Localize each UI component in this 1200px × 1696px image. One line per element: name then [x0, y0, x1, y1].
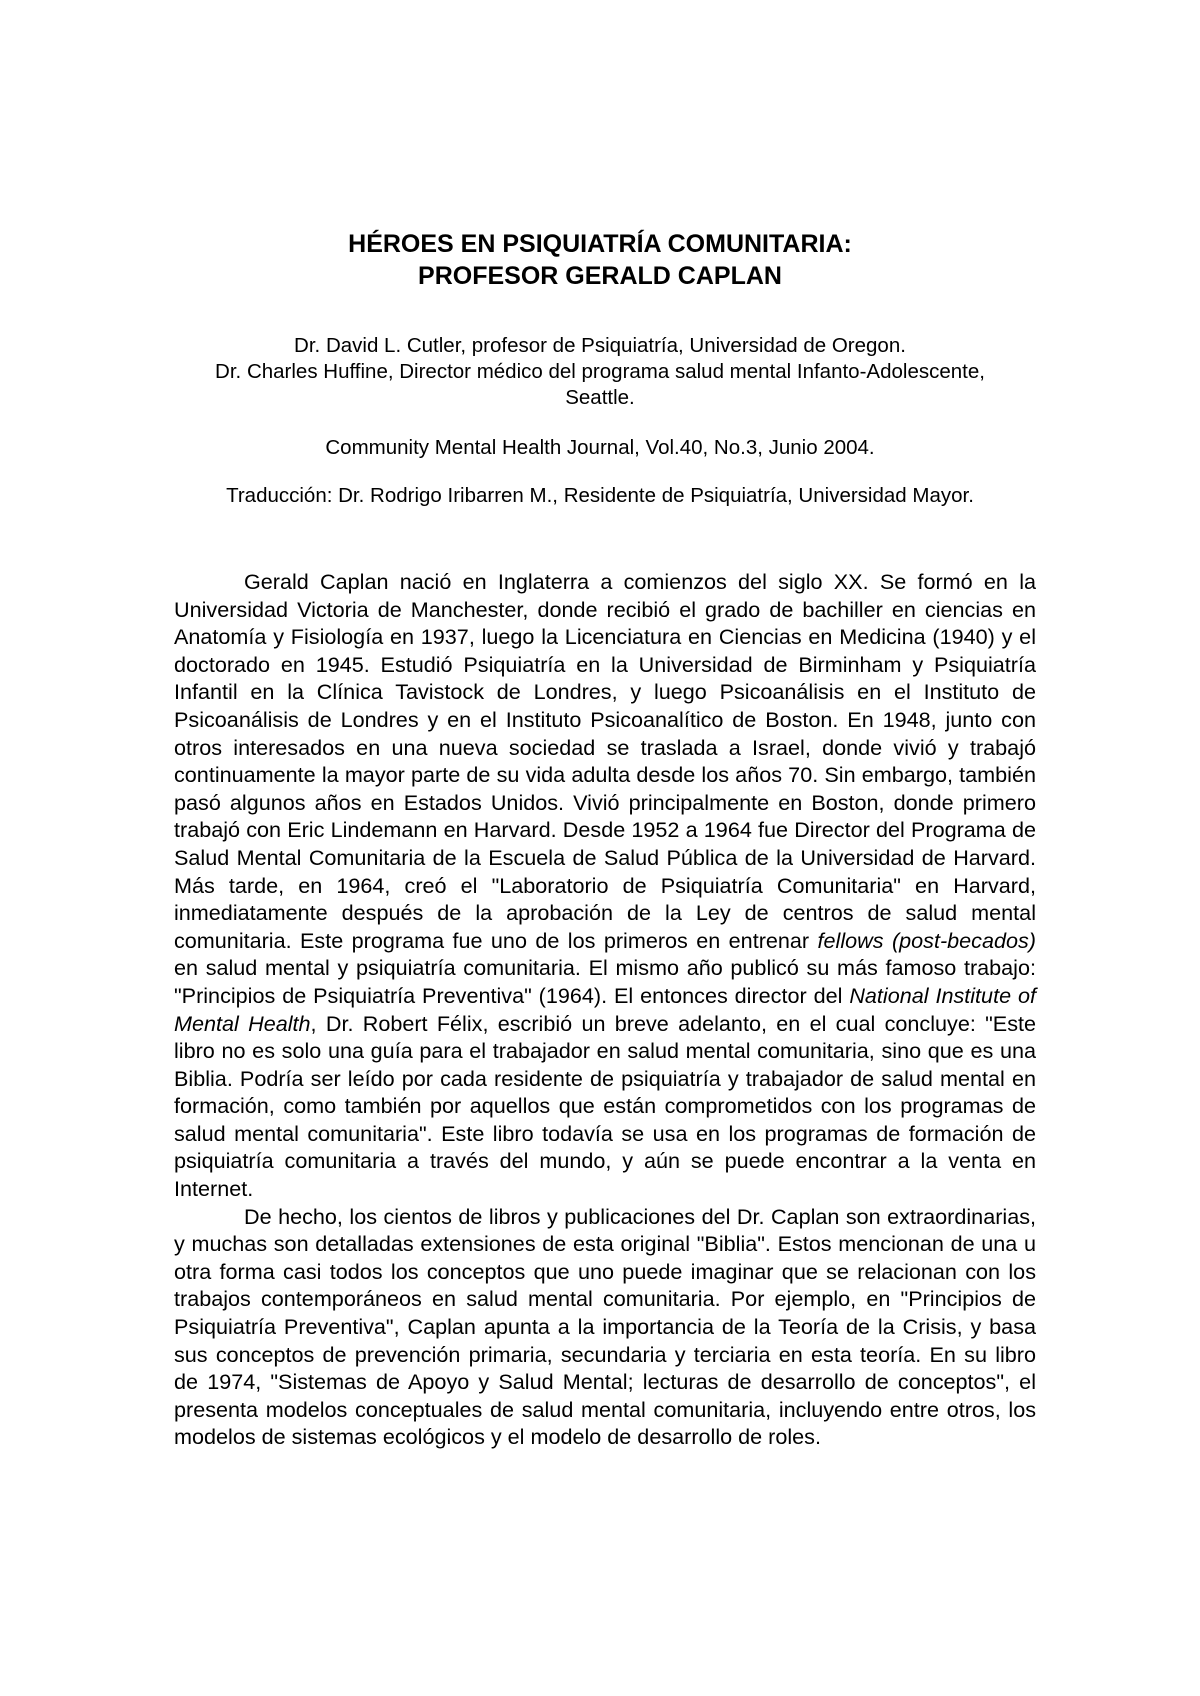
- paragraph-1-text-c: , Dr. Robert Félix, escribió un breve adelanto, en el cual concluye: "Este libro no es solo una guía para el trabajador en salud mental comunitaria, sino que es una Biblia. Podría ser leído por cada residente de psiquiatría y trabajador de salud mental en formación, como también por aquellos que están comprometidos con los programas de salud mental comunitaria". Este libro todavía se usa en los programas de formación de psiquiatría comunitaria a través del mundo, y aún se puede encontrar a la venta en Internet.: [174, 1010, 1037, 1202]
- author-cutler: Dr. David L. Cutler, profesor de Psiquiatría, Universidad de Oregon.: [294, 334, 906, 357]
- credits-block: [160, 333, 1040, 509]
- paragraph-1-text-b: en salud mental y psiquiatría comunitaria. El mismo año publicó su más famoso trabajo: "Principios de Psiquiatría Preventiva" (1964). El entonces director del: [174, 955, 1036, 1008]
- article-body: [174, 568, 1036, 1451]
- journal-citation: Community Mental Health Journal, Vol.40, No.3, Junio 2004.: [325, 436, 875, 459]
- paragraph-1-text-a: Gerald Caplan nació en Inglaterra a comienzos del siglo XX. Se formó en la Universidad Victoria de Manchester, donde recibió el grado de bachiller en ciencias en Anatomía y Fisiología en 1937, luego la Licenciatura en Ciencias en Medicina (1940) y el doctorado en 1945. Estudió Psiquiatría en la Universidad de Birminham y Psiquiatría Infantil en la Clínica Tavistock de Londres, y luego Psicoanálisis en el Instituto de Psicoanálisis de Londres y en el Instituto Psicoanalítico de Boston. En 1948, junto con otros interesados en una nueva sociedad se traslada a Israel, donde vivió y trabajó continuamente la mayor parte de su vida adulta desde los años 70. Sin embargo, también pasó algunos años en Estados Unidos. Vivió principalmente en Boston, donde primero trabajó con Eric Lindemann en Harvard. Desde 1952 a 1964 fue Director del Programa de Salud Mental Comunitaria de la Escuela de Salud Pública de la Universidad de Harvard. Más tarde, en 1964, creó el "Laboratorio de Psiquiatría Comunitaria" en Harvard, inmediatamente después de la aprobación de la Ley de centros de salud mental comunitaria. Este programa fue uno de los primeros en entrenar: [174, 569, 1036, 953]
- author-huffine-line-2: Seattle.: [565, 386, 635, 409]
- title-line-2: PROFESOR GERALD CAPLAN: [418, 262, 782, 290]
- paragraph-2: De hecho, los cientos de libros y publicaciones del Dr. Caplan son extraordinarias, y muchas son detalladas extensiones de esta original "Biblia". Estos mencionan de una u otra forma casi todos los conceptos que uno puede imaginar que se relacionan con los trabajos contemporáneos en salud mental comunitaria. Por ejemplo, en "Principios de Psiquiatría Preventiva", Caplan apunta a la importancia de la Teoría de la Crisis, y basa sus conceptos de prevención primaria, secundaria y terciaria en esta teoría. En su libro de 1974, "Sistemas de Apoyo y Salud Mental; lecturas de desarrollo de conceptos", el presenta modelos conceptuales de salud mental comunitaria, incluyendo entre otros, los modelos de sistemas ecológicos y el modelo de desarrollo de roles.: [174, 1203, 1036, 1450]
- author-huffine-line-1: Dr. Charles Huffine, Director médico del programa salud mental Infanto-Adolescente,: [215, 360, 985, 383]
- document-title: [0, 228, 1200, 292]
- translation-credit: Traducción: Dr. Rodrigo Iribarren M., Residente de Psiquiatría, Universidad Mayor.: [226, 484, 974, 507]
- author-huffine: [160, 359, 1040, 411]
- title-line-1: HÉROES EN PSIQUIATRÍA COMUNITARIA:: [348, 230, 852, 258]
- nimh-name: National Institute of Mental Health: [174, 982, 1036, 1036]
- fellows-term: fellows (post-becados): [817, 927, 1036, 953]
- paragraph-1: [174, 568, 1036, 1203]
